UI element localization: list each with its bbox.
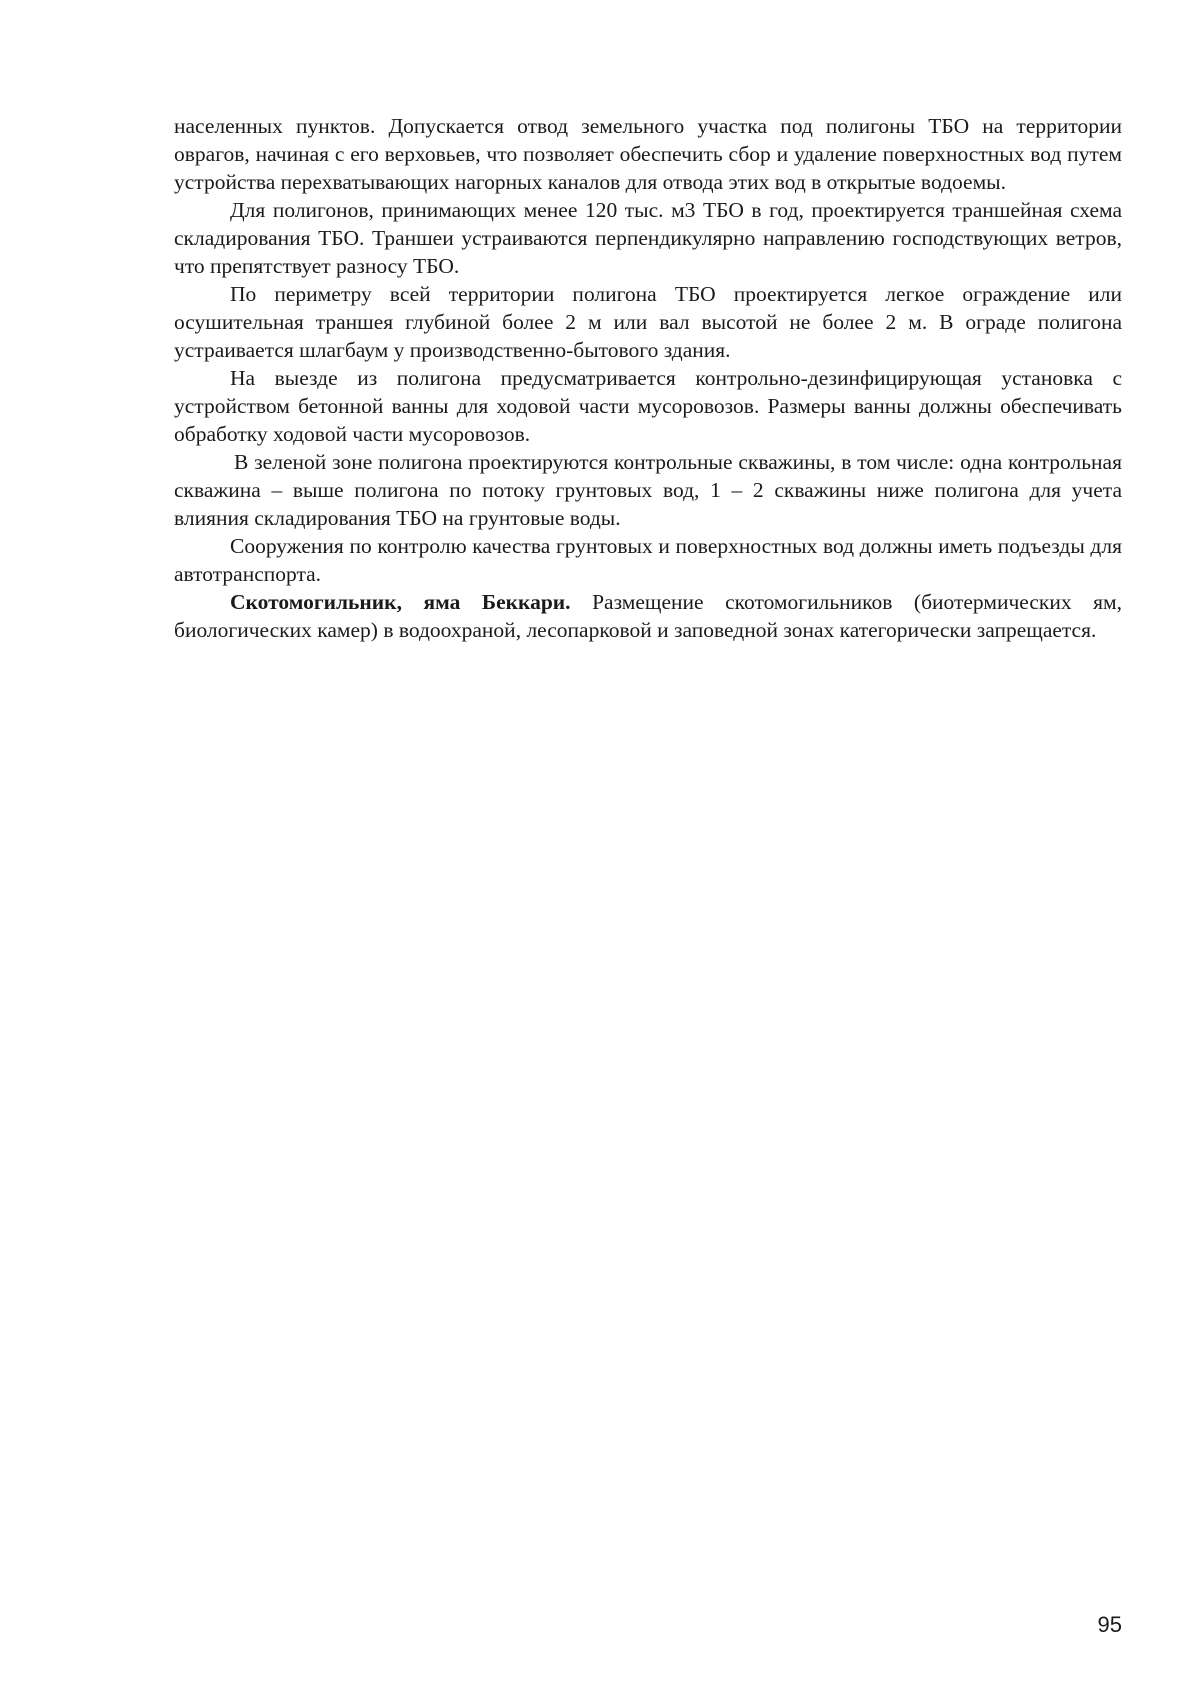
page-number: 95 xyxy=(1097,1612,1122,1637)
cattle-burial-heading: Скотомогильник, яма Беккари. xyxy=(230,590,571,614)
paragraph-perimeter-fence: По периметру всей территории полигона ТБО проектируется легкое ограждение или осушительная траншея глубиной более 2 м или вал высотой не более 2 м. В ограде полигона устраивается шлагбаум у производственно-бытового здания. xyxy=(174,282,1122,362)
cattle-burial-text: Размещение скотомогильников (биотермических ям, биологических камер) в водоохраной, лесопарковой и заповедной зонах категорически запрещается. xyxy=(174,590,1122,642)
paragraph-cattle-burial xyxy=(174,588,1122,644)
paragraph-disinfection: На выезде из полигона предусматривается контрольно-дезинфицирующая установка с устройством бетонной ванны для ходовой части мусоровозов. Размеры ванны должны обеспечивать обработку ходовой части мусоровозов. xyxy=(174,366,1122,446)
paragraph-trench-scheme: Для полигонов, принимающих менее 120 тыс. м3 ТБО в год, проектируется траншейная схема складирования ТБО. Траншеи устраиваются перпендикулярно направлению господствующих ветров, что препятствует разносу ТБО. xyxy=(174,198,1122,278)
body-text xyxy=(174,112,1122,644)
paragraph-monitoring-access: Сооружения по контролю качества грунтовых и поверхностных вод должны иметь подъезды для автотранспорта. xyxy=(174,534,1122,586)
paragraph-control-wells: В зеленой зоне полигона проектируются контрольные скважины, в том числе: одна контрольная скважина – выше полигона по потоку грунтовых вод, 1 – 2 скважины ниже полигона для учета влияния складирования ТБО на грунтовые воды. xyxy=(174,450,1122,530)
paragraph-continuation: населенных пунктов. Допускается отвод земельного участка под полигоны ТБО на территории оврагов, начиная с его верховьев, что позволяет обеспечить сбор и удаление поверхностных вод путем устройства перехватывающих нагорных каналов для отвода этих вод в открытые водоемы. xyxy=(174,114,1122,194)
